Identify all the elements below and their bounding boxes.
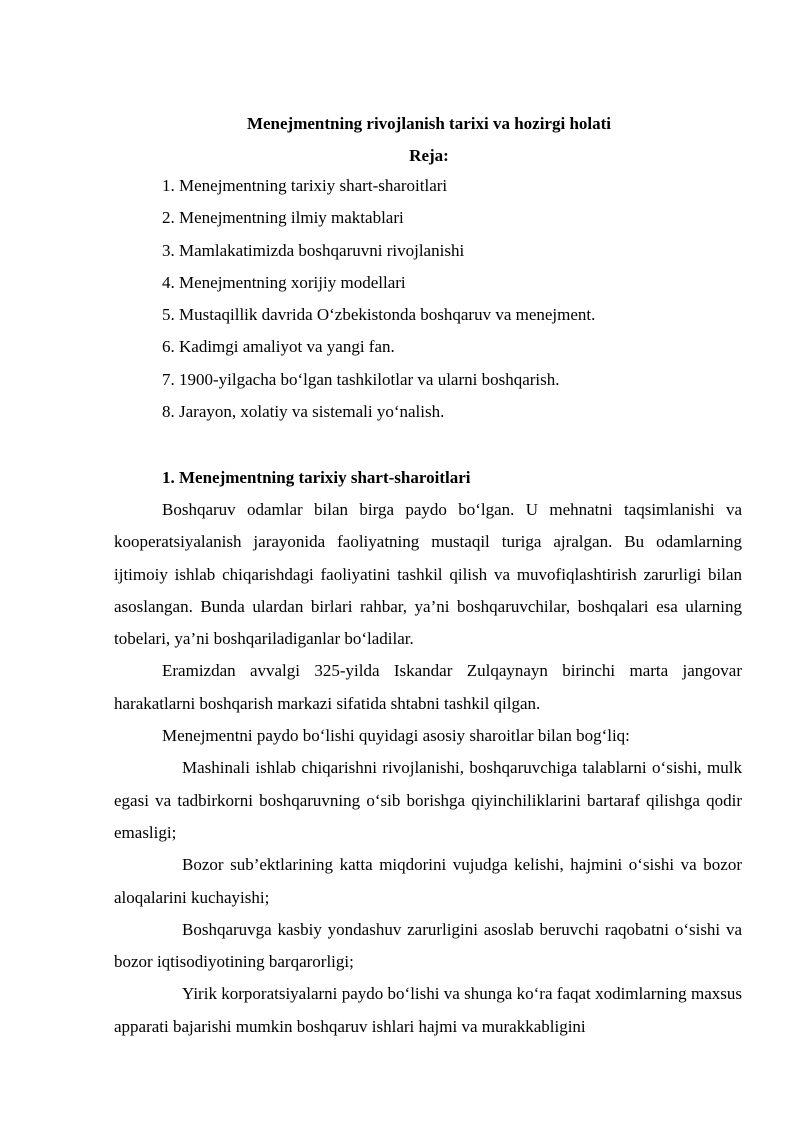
- paragraph: Bozor sub’ektlarining katta miqdorini vujudga kelishi, hajmini o‘sishi va bozor aloqalarini kuchayishi;: [114, 855, 742, 907]
- plan-item: 7. 1900-yilgacha bo‘lgan tashkilotlar va ularni boshqarish.: [162, 369, 560, 389]
- body-text: [114, 494, 742, 1043]
- section-heading: 1. Menejmentning tarixiy shart-sharoitlari: [162, 468, 471, 487]
- paragraph: Boshqaruv odamlar bilan birga paydo bo‘lgan. U mehnatni taqsimlanishi va kooperatsiyalanish jarayonida faoliyatning mustaqil turiga ajralgan. Bu odamlarning ijtimoiy ishlab chiqarishdagi faoliyatini tashkil qilish va muvofiqlashtirish zarurligi bilan asoslangan. Bunda ulardan birlari rahbar, ya’ni boshqaruvchilar, boshqalari esa ularning tobelari, ya’ni boshqariladiganlar bo‘ladilar.: [114, 500, 742, 649]
- plan-item: 3. Mamlakatimizda boshqaruvni rivojlanishi: [162, 240, 465, 260]
- paragraph: Boshqaruvga kasbiy yondashuv zarurligini asoslab beruvchi raqobatni o‘sishi va bozor iqtisodiyotining barqarorligi;: [114, 919, 742, 972]
- paragraph: Yirik korporatsiyalarni paydo bo‘lishi va shunga ko‘ra faqat xodimlarning maxsus apparati bajarishi mumkin boshqaruv ishlari hajmi va murakkabligini: [114, 984, 742, 1036]
- plan-item: 6. Kadimgi amaliyot va yangi fan.: [162, 337, 395, 357]
- plan-list: [162, 170, 595, 428]
- plan-item: 2. Menejmentning ilmiy maktablari: [162, 208, 404, 228]
- paragraph: Menejmentni paydo bo‘lishi quyidagi asosiy sharoitlar bilan bog‘liq:: [162, 726, 630, 746]
- plan-item: 4. Menejmentning xorijiy modellari: [162, 272, 406, 292]
- plan-item: 1. Menejmentning tarixiy shart-sharoitlari: [162, 176, 448, 195]
- paragraph: Mashinali ishlab chiqarishni rivojlanishi, boshqaruvchiga talablarni o‘sishi, mulk egasi va tadbirkorni boshqaruvning o‘sib borishga qiyinchiliklarini bartaraf qilishga qodir emasligi;: [114, 758, 742, 842]
- plan-item: 8. Jarayon, xolatiy va sistemali yo‘nalish.: [162, 402, 445, 422]
- document-title: Menejmentning rivojlanish tarixi va hozirgi holati: [246, 114, 612, 133]
- paragraph: Eramizdan avvalgi 325-yilda Iskandar Zulqaynayn birinchi marta jangovar harakatlarni boshqarish markazi sifatida shtabni tashkil qilgan.: [114, 661, 742, 713]
- plan-item: 5. Mustaqillik davrida O‘zbekistonda boshqaruv va menejment.: [162, 305, 596, 325]
- plan-heading: Reja:: [409, 146, 449, 165]
